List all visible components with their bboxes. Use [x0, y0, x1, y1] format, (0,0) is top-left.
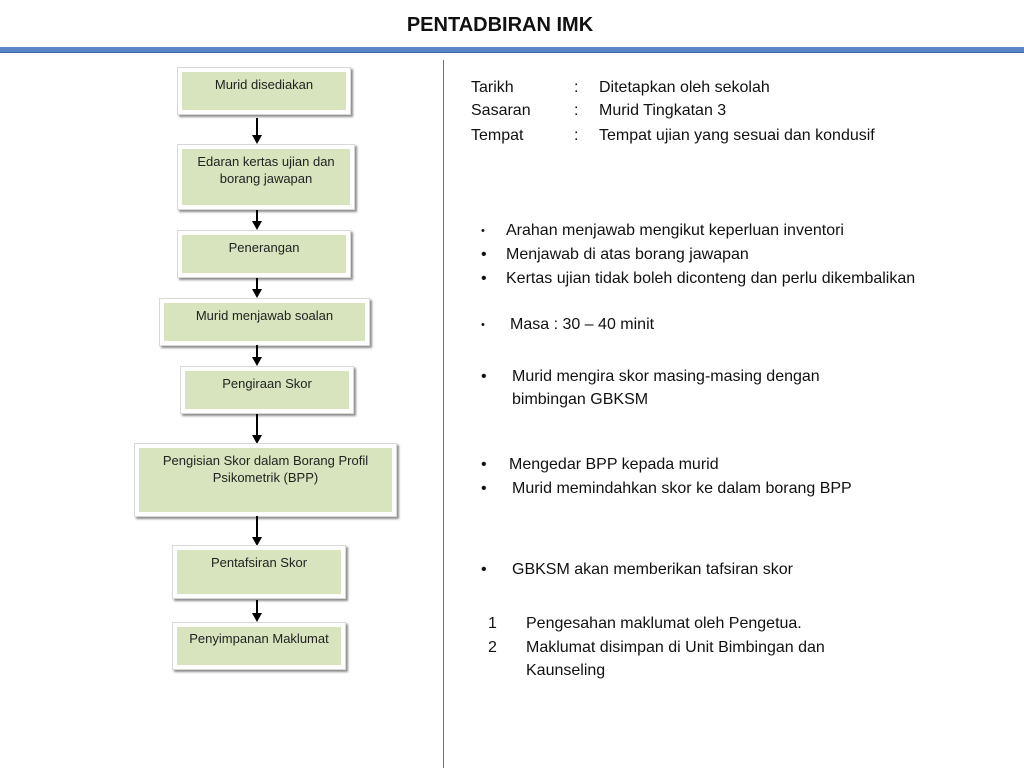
- bullet-marker: •: [481, 480, 487, 497]
- flow-step-pengisian: [134, 443, 397, 517]
- info-label-tempat: Tempat: [471, 127, 524, 144]
- info-separator: :: [574, 127, 579, 144]
- bullet-marker: •: [481, 319, 485, 331]
- info-value-tempat: Tempat ujian yang sesuai dan kondusif: [599, 127, 875, 144]
- flow-arrow: [252, 278, 262, 298]
- bullet-marker: •: [481, 456, 487, 473]
- list-number: 2: [488, 639, 497, 656]
- flow-step-label: Murid menjawab soalan: [164, 303, 365, 341]
- note-item: Maklumat disimpan di Unit Bimbingan dan: [526, 639, 825, 656]
- note-item-continued: Kaunseling: [526, 662, 606, 679]
- flow-step-label: Pengisian Skor dalam Borang Profil Psikometrik (BPP): [139, 448, 392, 512]
- note-item: Kertas ujian tidak boleh diconteng dan perlu dikembalikan: [506, 270, 916, 287]
- page-title: PENTADBIRAN IMK: [406, 14, 594, 36]
- flow-step-pentafsiran: [172, 545, 346, 599]
- info-value-tarikh: Ditetapkan oleh sekolah: [599, 79, 770, 96]
- flow-arrow: [252, 118, 262, 144]
- flow-arrow: [252, 600, 262, 622]
- info-separator: :: [574, 79, 579, 96]
- note-item: Mengedar BPP kepada murid: [509, 456, 719, 473]
- note-item: Pengesahan maklumat oleh Pengetua.: [526, 615, 802, 632]
- info-separator: :: [574, 102, 579, 119]
- flow-arrow: [252, 210, 262, 230]
- note-item: GBKSM akan memberikan tafsiran skor: [512, 561, 793, 578]
- vertical-divider: [443, 60, 444, 768]
- title-underline: [0, 47, 1024, 53]
- bullet-marker: •: [481, 270, 487, 287]
- flow-step-label: Penyimpanan Maklumat: [177, 627, 341, 665]
- note-item: Masa : 30 – 40 minit: [510, 316, 655, 333]
- flow-step-pengiraan: [180, 366, 354, 414]
- flow-step-penerangan: [177, 230, 351, 278]
- flow-arrow: [252, 414, 262, 444]
- bullet-marker: •: [481, 246, 487, 263]
- note-item: Menjawab di atas borang jawapan: [506, 246, 749, 263]
- flow-arrow: [252, 516, 262, 546]
- flow-step-label: Murid disediakan: [182, 72, 346, 110]
- flow-step-penyimpanan: [172, 622, 346, 670]
- flow-step-label: Edaran kertas ujian dan borang jawapan: [182, 149, 350, 205]
- bullet-marker: •: [481, 368, 487, 385]
- flow-step-label: Pengiraan Skor: [185, 371, 349, 409]
- bullet-marker: •: [481, 225, 485, 237]
- flow-step-label: Penerangan: [182, 235, 346, 273]
- note-item-continued: bimbingan GBKSM: [512, 391, 649, 408]
- flow-step-label: Pentafsiran Skor: [177, 550, 341, 594]
- flow-step-menjawab: [159, 298, 370, 346]
- note-item: Arahan menjawab mengikut keperluan inventori: [506, 222, 844, 239]
- flow-step-edaran: [177, 144, 355, 210]
- flow-arrow: [252, 345, 262, 366]
- note-item: Murid memindahkan skor ke dalam borang BPP: [512, 480, 852, 497]
- list-number: 1: [488, 615, 497, 632]
- bullet-marker: •: [481, 561, 487, 578]
- info-label-sasaran: Sasaran: [471, 102, 531, 119]
- info-label-tarikh: Tarikh: [471, 79, 514, 96]
- note-item: Murid mengira skor masing-masing dengan: [512, 368, 820, 385]
- flow-step-murid-disediakan: [177, 67, 351, 115]
- info-value-sasaran: Murid Tingkatan 3: [599, 102, 727, 119]
